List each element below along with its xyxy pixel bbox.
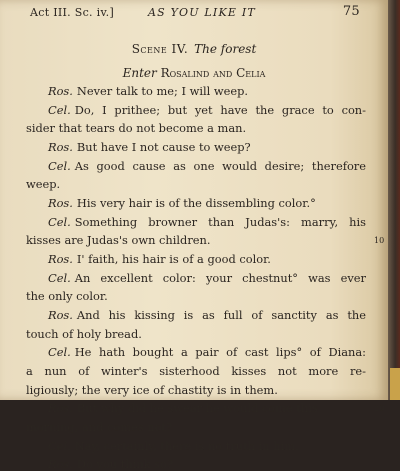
line-text: Never talk to me; I will weep. xyxy=(76,84,249,98)
dialogue-line xyxy=(26,383,366,397)
speaker: Cel. xyxy=(48,215,71,229)
dialogue-line xyxy=(26,196,366,210)
dialogue-line xyxy=(26,215,366,229)
speaker: Cel. xyxy=(48,103,71,117)
line-text: He hath bought a pair of cast lips° of Diana: xyxy=(74,345,366,359)
line-text: touch of holy bread. xyxy=(26,327,142,341)
line-text: a nun of winter's sisterhood kisses not more re- xyxy=(26,364,366,378)
dialogue-line xyxy=(26,84,366,98)
running-header xyxy=(30,5,360,21)
line-text: Do, I prithee; but yet have the grace to con- xyxy=(74,103,366,117)
speaker: Ros. xyxy=(48,196,73,210)
dialogue-line xyxy=(26,420,366,434)
dialogue-line xyxy=(26,121,366,135)
line-text: weep. xyxy=(26,177,61,191)
line-text: An excellent color: your chestnut° was ever xyxy=(74,271,366,285)
dialogue-line xyxy=(26,401,366,415)
stage-direction xyxy=(0,66,388,80)
speaker: Cel. xyxy=(48,345,71,359)
speaker: Cel. xyxy=(48,159,71,173)
line-text: But have I not cause to weep? xyxy=(76,140,251,154)
dialogue-line xyxy=(26,439,366,453)
line-text: ligiously; the very ice of chastity is in them. xyxy=(26,383,278,397)
scene-number: Scene IV. xyxy=(131,42,189,56)
stage-names: Rosalind and Celia xyxy=(160,66,266,80)
dialogue-line xyxy=(26,177,366,191)
dialogue-line xyxy=(26,159,366,173)
dialogue-line xyxy=(26,271,366,285)
play-title: AS YOU LIKE IT xyxy=(148,6,256,19)
speaker: Cel. xyxy=(48,439,71,453)
dialogue-line xyxy=(26,233,366,247)
book-edge xyxy=(388,0,400,400)
scene-heading xyxy=(0,42,388,56)
line-text: His very hair is of the dissembling color.° xyxy=(76,196,316,210)
line-text: And his kissing is as full of sanctity as the xyxy=(76,308,366,322)
stage-enter: Enter xyxy=(122,66,157,80)
line-text: But why did he swear he would come this xyxy=(76,401,318,415)
line-text: morning, and comes not? xyxy=(26,420,173,434)
dialogue-line xyxy=(26,103,366,117)
bookmark-tab xyxy=(390,368,400,400)
dialogue-line xyxy=(26,345,366,359)
dialogue-line xyxy=(26,457,366,471)
dialogue-line xyxy=(26,327,366,341)
line-number: 20 xyxy=(374,404,385,413)
speaker: Ros. xyxy=(48,308,73,322)
dialogue-line xyxy=(26,140,366,154)
dialogue-line xyxy=(26,308,366,322)
line-text: kisses are Judas's own children. xyxy=(26,233,211,247)
scene-location: The forest xyxy=(194,42,257,56)
line-text: I' faith, his hair is of a good color. xyxy=(76,252,271,266)
line-number: 10 xyxy=(374,236,385,245)
dialogue-line xyxy=(26,252,366,266)
page-number: 75 xyxy=(342,4,360,19)
speaker: Cel. xyxy=(48,271,71,285)
line-text: the only color. xyxy=(26,289,108,303)
speaker: Ros. xyxy=(48,84,73,98)
act-scene-label: Act III. Sc. iv.] xyxy=(30,6,115,19)
speaker: Ros. xyxy=(48,401,73,415)
speaker: Ros. xyxy=(48,457,73,471)
line-text: Do you think so? xyxy=(76,457,173,471)
line-text: As good cause as one would desire; therefore xyxy=(74,159,366,173)
line-text: Something browner than Judas's: marry, his xyxy=(74,215,366,229)
dialogue-line xyxy=(26,289,366,303)
line-text: Nay, certainly, there is no truth in him. xyxy=(74,439,299,453)
speaker: Ros. xyxy=(48,140,73,154)
speaker: Ros. xyxy=(48,252,73,266)
line-text: sider that tears do not become a man. xyxy=(26,121,247,135)
dialogue-line xyxy=(26,364,366,378)
